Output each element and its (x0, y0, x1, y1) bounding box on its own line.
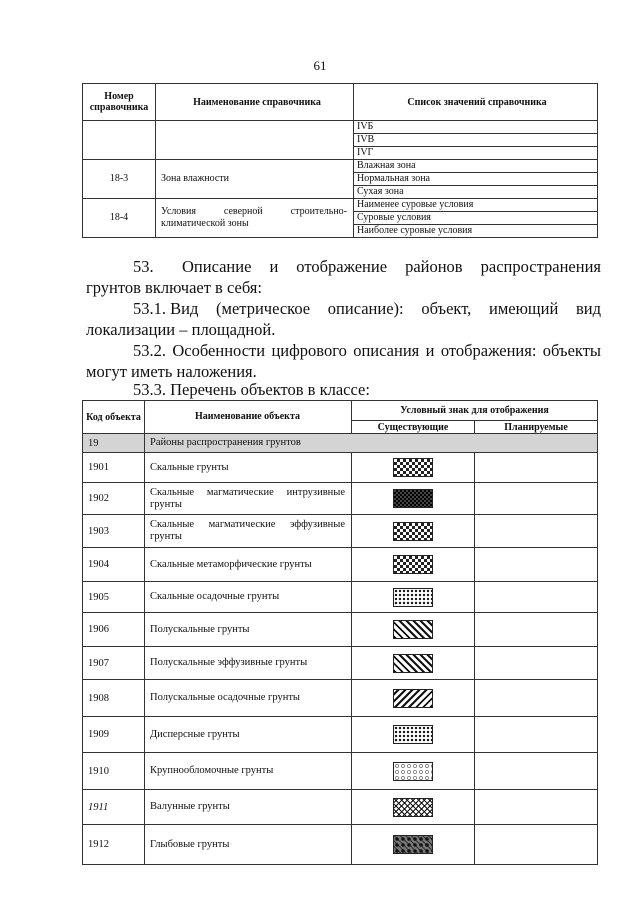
diag-pattern-swatch (393, 654, 433, 673)
object-row (83, 515, 598, 548)
object-symbol-existing (352, 753, 475, 790)
object-name: Скальные осадочные грунты (145, 582, 352, 613)
paragraph-53-1-word: 53.1. Вид (133, 299, 199, 318)
object-row (83, 613, 598, 647)
object-name: Скальные грунты (145, 453, 352, 483)
ref-name: Условия северной строительно-климатической зоны (156, 199, 354, 238)
ref-value: Суровые условия (354, 212, 598, 225)
ref-value: Нормальная зона (354, 173, 598, 186)
object-name: Скальные магматические интрузивные грунты (145, 483, 352, 515)
object-code: 1902 (83, 483, 145, 515)
object-row (83, 717, 598, 753)
header-ref-number: Номер справочника (83, 84, 156, 121)
object-symbol-planned (475, 483, 598, 515)
paragraph-53-1-word: объект, (421, 299, 472, 318)
object-symbol-planned (475, 825, 598, 865)
group-code: 19 (83, 434, 145, 453)
ref-code: 18-4 (83, 199, 156, 238)
object-name: Крупнообломочные грунты (145, 753, 352, 790)
dots-pattern-swatch (393, 588, 433, 607)
object-code: 1903 (83, 515, 145, 548)
ref-value: Влажная зона (354, 160, 598, 173)
ref-value: Наиболее суровые условия (354, 225, 598, 238)
paragraph-53-1-word: имеющий (488, 299, 559, 318)
dots-pattern-swatch (393, 725, 433, 744)
object-symbol-planned (475, 647, 598, 680)
object-symbol-existing (352, 582, 475, 613)
ref-value: Наименее суровые условия (354, 199, 598, 212)
paragraph-53-3: 53.3. Перечень объектов в классе: (133, 380, 370, 399)
object-row (83, 483, 598, 515)
object-code: 1905 (83, 582, 145, 613)
ref-name: Зона влажности (156, 160, 354, 199)
object-symbol-planned (475, 515, 598, 548)
header-ref-name: Наименование справочника (156, 84, 354, 121)
object-symbol-existing (352, 790, 475, 825)
paragraph-53-1-word: вид (575, 299, 601, 318)
object-name: Валунные грунты (145, 790, 352, 825)
object-symbol-planned (475, 548, 598, 582)
object-symbol-existing (352, 613, 475, 647)
object-row (83, 453, 598, 483)
object-symbol-existing (352, 515, 475, 548)
object-symbol-existing (352, 483, 475, 515)
object-row (83, 753, 598, 790)
object-symbol-planned (475, 753, 598, 790)
paragraph-53-1-word: (метрическое (216, 299, 311, 318)
paragraph-53-number: 53. (133, 257, 154, 276)
object-symbol-existing (352, 717, 475, 753)
diag2-pattern-swatch (393, 689, 433, 708)
object-code: 1904 (83, 548, 145, 582)
object-name: Скальные магматические эффузивные грунты (145, 515, 352, 548)
object-row (83, 790, 598, 825)
paragraph-53-2: 53.2. Особенности цифрового описания и отображения: объекты могут иметь наложения. (86, 341, 601, 381)
object-code: 1908 (83, 680, 145, 717)
header-object-code: Код объекта (83, 401, 145, 434)
object-name: Дисперсные грунты (145, 717, 352, 753)
object-symbol-planned (475, 790, 598, 825)
cross-pattern-swatch (393, 798, 433, 817)
page-number: 61 (313, 58, 327, 73)
ref-value: Сухая зона (354, 186, 598, 199)
header-object-name: Наименование объекта (145, 401, 352, 434)
object-symbol-planned (475, 582, 598, 613)
object-code: 1907 (83, 647, 145, 680)
circ-pattern-swatch (393, 762, 433, 781)
header-existing: Существующие (352, 421, 475, 434)
ref-value: IVГ (354, 147, 598, 160)
object-name: Полускальные грунты (145, 613, 352, 647)
ref-value: IVВ (354, 134, 598, 147)
object-symbol-existing (352, 680, 475, 717)
object-code: 1901 (83, 453, 145, 483)
header-planned: Планируемые (475, 421, 598, 434)
ref-cont-name (156, 121, 354, 160)
object-name: Полускальные эффузивные грунты (145, 647, 352, 680)
object-name: Глыбовые грунты (145, 825, 352, 865)
reference-table (82, 83, 598, 238)
object-row (83, 548, 598, 582)
object-code: 1911 (83, 790, 145, 825)
paragraph-53-body: Описание и отображение районов распространения грунтов включает в себя: (86, 257, 601, 297)
object-code: 1912 (83, 825, 145, 865)
group-name: Районы распространения грунтов (145, 434, 598, 453)
object-symbol-planned (475, 453, 598, 483)
cobble-pattern-swatch (393, 835, 433, 854)
object-symbol-planned (475, 613, 598, 647)
object-symbol-existing (352, 825, 475, 865)
object-symbol-planned (475, 717, 598, 753)
object-code: 1909 (83, 717, 145, 753)
dense-pattern-swatch (393, 489, 433, 508)
ref-value: IVБ (354, 121, 598, 134)
header-ref-values: Список значений справочника (354, 84, 598, 121)
object-row (83, 647, 598, 680)
ref-code: 18-3 (83, 160, 156, 199)
checker-pattern-swatch (393, 522, 433, 541)
object-name: Скальные метаморфические грунты (145, 548, 352, 582)
object-code: 1910 (83, 753, 145, 790)
object-symbol-existing (352, 453, 475, 483)
object-name: Полускальные осадочные грунты (145, 680, 352, 717)
objects-table (82, 400, 598, 865)
ref-cont-code (83, 121, 156, 160)
diag-pattern-swatch (393, 620, 433, 639)
object-symbol-planned (475, 680, 598, 717)
paragraph-53-1-line2: локализации – площадной. (86, 320, 276, 339)
header-symbol: Условный знак для отображения (352, 401, 598, 421)
checker-pattern-swatch (393, 555, 433, 574)
object-symbol-existing (352, 548, 475, 582)
object-symbol-existing (352, 647, 475, 680)
object-row (83, 825, 598, 865)
object-row (83, 680, 598, 717)
paragraph-53-1-word: описание): (327, 299, 404, 318)
object-code: 1906 (83, 613, 145, 647)
object-row (83, 582, 598, 613)
checker-pattern-swatch (393, 458, 433, 477)
paragraph-53-1 (86, 298, 601, 340)
